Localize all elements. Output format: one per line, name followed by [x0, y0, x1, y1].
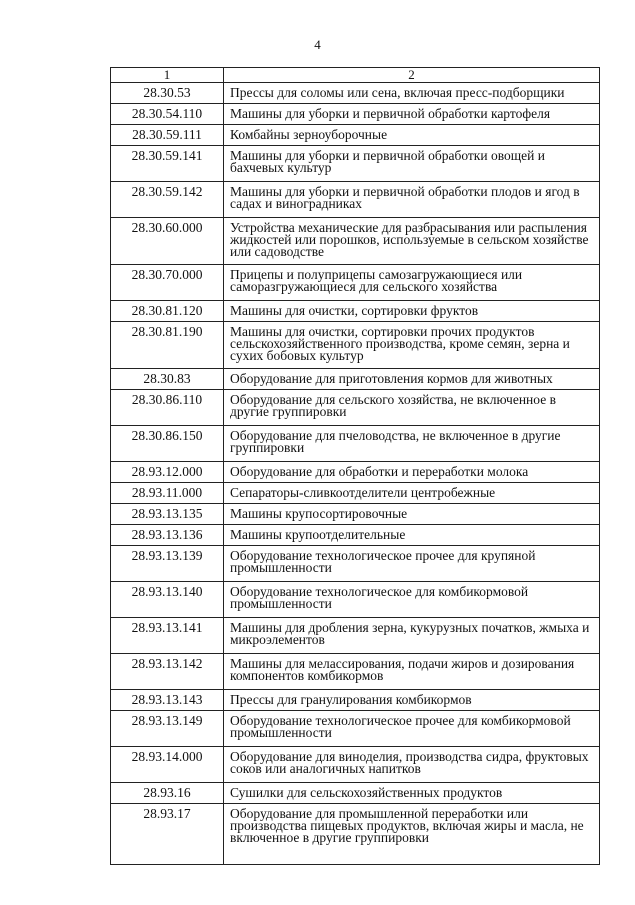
table-body [111, 83, 600, 865]
row-description: Машины для дробления зерна, кукурузных початков, жмыха и микроэлементов [224, 618, 600, 654]
table-row [111, 804, 600, 865]
row-code: 28.93.13.136 [111, 525, 224, 546]
okpd-code-table [110, 67, 600, 865]
row-code: 28.30.54.110 [111, 104, 224, 125]
row-description: Оборудование для пчеловодства, не включенное в другие группировки [224, 426, 600, 462]
row-description: Машины для очистки, сортировки фруктов [224, 301, 600, 322]
table-row [111, 618, 600, 654]
row-description: Устройства механические для разбрасывания или распыления жидкостей или порошков, используемые в сельском хозяйстве или садоводстве [224, 218, 600, 265]
row-description: Оборудование технологическое для комбикормовой промышленности [224, 582, 600, 618]
row-description: Машины для уборки и первичной обработки картофеля [224, 104, 600, 125]
table-row [111, 182, 600, 218]
row-description: Комбайны зерноуборочные [224, 125, 600, 146]
row-code: 28.93.14.000 [111, 747, 224, 783]
table-row [111, 525, 600, 546]
row-code: 28.93.16 [111, 783, 224, 804]
row-code: 28.93.13.149 [111, 711, 224, 747]
row-description: Оборудование для промышленной переработки или производства пищевых продуктов, включая жиры и масла, не включенное в другие группировки [224, 804, 600, 865]
table-row [111, 104, 600, 125]
page-number: 4 [314, 37, 321, 52]
row-description: Сушилки для сельскохозяйственных продуктов [224, 783, 600, 804]
row-code: 28.30.60.000 [111, 218, 224, 265]
row-description: Машины крупоотделительные [224, 525, 600, 546]
row-code: 28.30.59.142 [111, 182, 224, 218]
column-header-code: 1 [111, 68, 224, 83]
row-code: 28.93.13.135 [111, 504, 224, 525]
row-description: Прессы для гранулирования комбикормов [224, 690, 600, 711]
table-row [111, 654, 600, 690]
table-row [111, 125, 600, 146]
row-code: 28.30.70.000 [111, 265, 224, 301]
row-code: 28.93.12.000 [111, 462, 224, 483]
row-description: Машины для мелассирования, подачи жиров и дозирования компонентов комбикормов [224, 654, 600, 690]
row-code: 28.30.53 [111, 83, 224, 104]
table-row [111, 504, 600, 525]
row-code: 28.30.81.120 [111, 301, 224, 322]
row-description: Оборудование технологическое прочее для крупяной промышленности [224, 546, 600, 582]
row-code: 28.30.86.150 [111, 426, 224, 462]
row-description: Прицепы и полуприцепы самозагружающиеся или саморазгружающиеся для сельского хозяйства [224, 265, 600, 301]
row-description: Оборудование для обработки и переработки молока [224, 462, 600, 483]
row-code: 28.93.13.141 [111, 618, 224, 654]
row-code: 28.93.13.142 [111, 654, 224, 690]
table-row [111, 369, 600, 390]
table-row [111, 390, 600, 426]
row-description: Оборудование для виноделия, производства сидра, фруктовых соков или аналогичных напитков [224, 747, 600, 783]
table-row [111, 83, 600, 104]
table-row [111, 690, 600, 711]
table-row [111, 582, 600, 618]
row-code: 28.30.83 [111, 369, 224, 390]
column-header-description: 2 [224, 68, 600, 83]
row-code: 28.30.59.111 [111, 125, 224, 146]
table-row [111, 546, 600, 582]
table-row [111, 218, 600, 265]
table-row [111, 301, 600, 322]
row-description: Машины для очистки, сортировки прочих продуктов сельскохозяйственного производства, кроме семян, зерна и сухих бобовых культур [224, 322, 600, 369]
row-description: Машины крупосортировочные [224, 504, 600, 525]
row-description: Машины для уборки и первичной обработки овощей и бахчевых культур [224, 146, 600, 182]
row-description: Машины для уборки и первичной обработки плодов и ягод в садах и виноградниках [224, 182, 600, 218]
row-description: Оборудование технологическое прочее для комбикормовой промышленности [224, 711, 600, 747]
row-code: 28.93.13.140 [111, 582, 224, 618]
table-row [111, 747, 600, 783]
table-header-row [111, 68, 600, 83]
row-description: Сепараторы-сливкоотделители центробежные [224, 483, 600, 504]
table-row [111, 483, 600, 504]
table-row [111, 265, 600, 301]
row-code: 28.93.13.143 [111, 690, 224, 711]
table-row [111, 426, 600, 462]
table-row [111, 783, 600, 804]
row-code: 28.30.81.190 [111, 322, 224, 369]
row-description: Оборудование для приготовления кормов для животных [224, 369, 600, 390]
row-code: 28.30.86.110 [111, 390, 224, 426]
table-row [111, 146, 600, 182]
table-row [111, 322, 600, 369]
row-code: 28.93.11.000 [111, 483, 224, 504]
table-row [111, 711, 600, 747]
table-row [111, 462, 600, 483]
row-description: Оборудование для сельского хозяйства, не включенное в другие группировки [224, 390, 600, 426]
row-code: 28.93.17 [111, 804, 224, 865]
row-code: 28.93.13.139 [111, 546, 224, 582]
row-description: Прессы для соломы или сена, включая пресс-подборщики [224, 83, 600, 104]
row-code: 28.30.59.141 [111, 146, 224, 182]
